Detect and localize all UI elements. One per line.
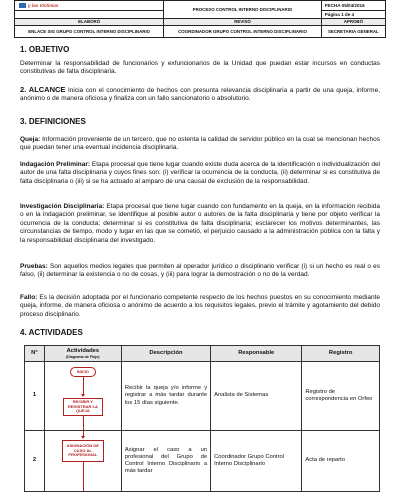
flow-node-assign: ASIGNACIÓN DE CASO AL PROFESIONAL [62, 440, 104, 462]
document-title: PROCESO CONTROL INTERNO DISCIPLINARIO [164, 1, 321, 19]
flow-arrow-icon [81, 436, 85, 439]
section-definiciones-title: 3. DEFINICIONES [20, 117, 86, 126]
definition-investigacion [20, 203, 380, 245]
row-description: Asignar el caso a un profesional del Grupo de Control Interno Disciplinario a más tardar [121, 431, 210, 492]
signer-elaboro: ENLACE SIG GRUPO CONTROL INTERNO DISCIPLINARIO [15, 26, 164, 38]
definition-indagacion [20, 161, 380, 186]
row-responsible: Coordinador Grupo Control Interno Disciplinario [211, 431, 302, 492]
section-objetivo-text: Determinar la responsabilidad de funcionarios y exfuncionarios de la Unidad que puedan estar incursos en conductas constitutivas de falta disciplinaria. [20, 60, 380, 76]
row-responsible: Analista de Sistemas [211, 362, 302, 431]
document-date: FECHA 05/04/2016 [321, 1, 385, 11]
table-header-row [25, 346, 380, 362]
column-header-flow-title: Actividades [66, 347, 100, 354]
definition-indagacion-text: Etapa procesal que tiene lugar cuando existe duda acerca de la identificación o individualización del autor de una falta disciplinaria y cuyos fines son: (i) verificar la ocurrencia de la conducta, (ii) determinar si es constitutiva de falta disciplinaria o (iii) si se ha actuado al amparo de una causal de exclusión de la responsabilidad. [20, 161, 380, 185]
flow-diagram [45, 431, 121, 491]
column-header-flow [44, 346, 121, 362]
signer-reviso: COORDINADOR GRUPO CONTROL INTERNO DISCIPLINARIO [164, 26, 321, 38]
flow-diagram [45, 362, 121, 430]
row-number: 1 [25, 362, 45, 431]
column-header-responsible: Responsable [211, 346, 302, 362]
column-header-num: N° [25, 346, 45, 362]
flow-node-receive: RECIBIR Y REGISTRAR LA QUEJA [63, 398, 103, 416]
section-actividades-title: 4. ACTIVIDADES [20, 328, 83, 337]
document-header [14, 0, 386, 38]
definition-pruebas-term: Pruebas: [20, 263, 48, 270]
definition-fallo [20, 294, 380, 319]
flow-node-start: INICIO [70, 367, 96, 377]
row-record: Registro de correspondencia en Orfeo [302, 362, 380, 431]
column-header-description: Descripción [121, 346, 210, 362]
label-elaboro: ELABORÓ [15, 19, 164, 26]
section-objetivo-title: 1. OBJETIVO [20, 45, 70, 54]
flow-connector [83, 377, 84, 395]
logo-text: y las Víctimas [28, 2, 59, 8]
definition-indagacion-term: Indagación Preliminar: [20, 161, 91, 168]
table-row [25, 362, 380, 431]
definition-queja-text: Información proveniente de un tercero, que no ostenta la calidad de servidor público en la cual se mencionan hechos que puedan tener una eventual incidencia disciplinaria. [20, 136, 380, 152]
definition-pruebas-text: Son aquellos medios legales que permiten al operador jurídico o disciplinario verificar (i) si un hecho es real o es falso, (ii) determinar la existencia o no de cosas, y (iii) para lograr la demostración o no de la verdad. [20, 263, 380, 279]
definition-queja-term: Queja: [20, 136, 41, 143]
definition-fallo-text: Es la decisión adoptada por el funcionario competente respecto de los hechos puestos en su conocimiento mediante queja, informe, de manera oficiosa o anónimo de acuerdo a los requisitos legales, previo el trámite y agotamiento del debido proceso disciplinario. [20, 294, 380, 318]
section-alcance-text: Inicia con el conocimiento de hechos con presunta relevancia disciplinaria a partir de una queja, informe, anónimo o de manera oficiosa y finaliza con un fallo sancionatorio o absolutorio. [20, 87, 380, 103]
column-header-record: Registro [302, 346, 380, 362]
table-row [25, 431, 380, 492]
row-record: Acta de reparto [302, 431, 380, 492]
flow-cell [44, 431, 121, 492]
activities-table [24, 345, 380, 492]
flow-cell [44, 362, 121, 431]
signer-aprobo: SECRETARIA GENERAL [321, 26, 385, 38]
section-alcance-title: 2. ALCANCE [20, 85, 66, 94]
flow-arrow-icon [81, 394, 85, 397]
flow-connector [83, 462, 84, 491]
label-reviso: REVISÓ [164, 19, 321, 26]
row-description: Recibir la queja y/o informe y registrar a más tardar durante los 15 días siguiente. [121, 362, 210, 431]
flow-connector [83, 416, 84, 430]
definition-queja [20, 136, 380, 153]
page-number: Página 1 de 4 [321, 11, 385, 19]
definition-investigacion-term: Investigación Disciplinaria: [20, 203, 105, 210]
definition-investigacion-text: Etapa procesal que tiene lugar cuando con fundamento en la queja, en la información recibida o en la indagación preliminar, se identifique al posible autor o autores de la falta disciplinaria y tiene por objeto verificar la ocurrencia de la conducta; determinar si es constitutiva de falta disciplinaria; esclarecer los motivos determinantes, las circunstancias de tiempo, modo y lugar en las que se cometió, el perjuicio causado a la administración pública con la falta y la responsabilidad disciplinaria del investigado. [20, 203, 380, 244]
label-aprobo: APROBÓ [321, 19, 385, 26]
logo-icon [19, 3, 26, 8]
section-alcance [20, 85, 380, 104]
logo [15, 1, 164, 11]
row-number: 2 [25, 431, 45, 492]
column-header-flow-sub: (Diagrama de Flujo) [66, 354, 100, 359]
definition-pruebas [20, 263, 380, 280]
definition-fallo-term: Fallo: [20, 294, 38, 301]
